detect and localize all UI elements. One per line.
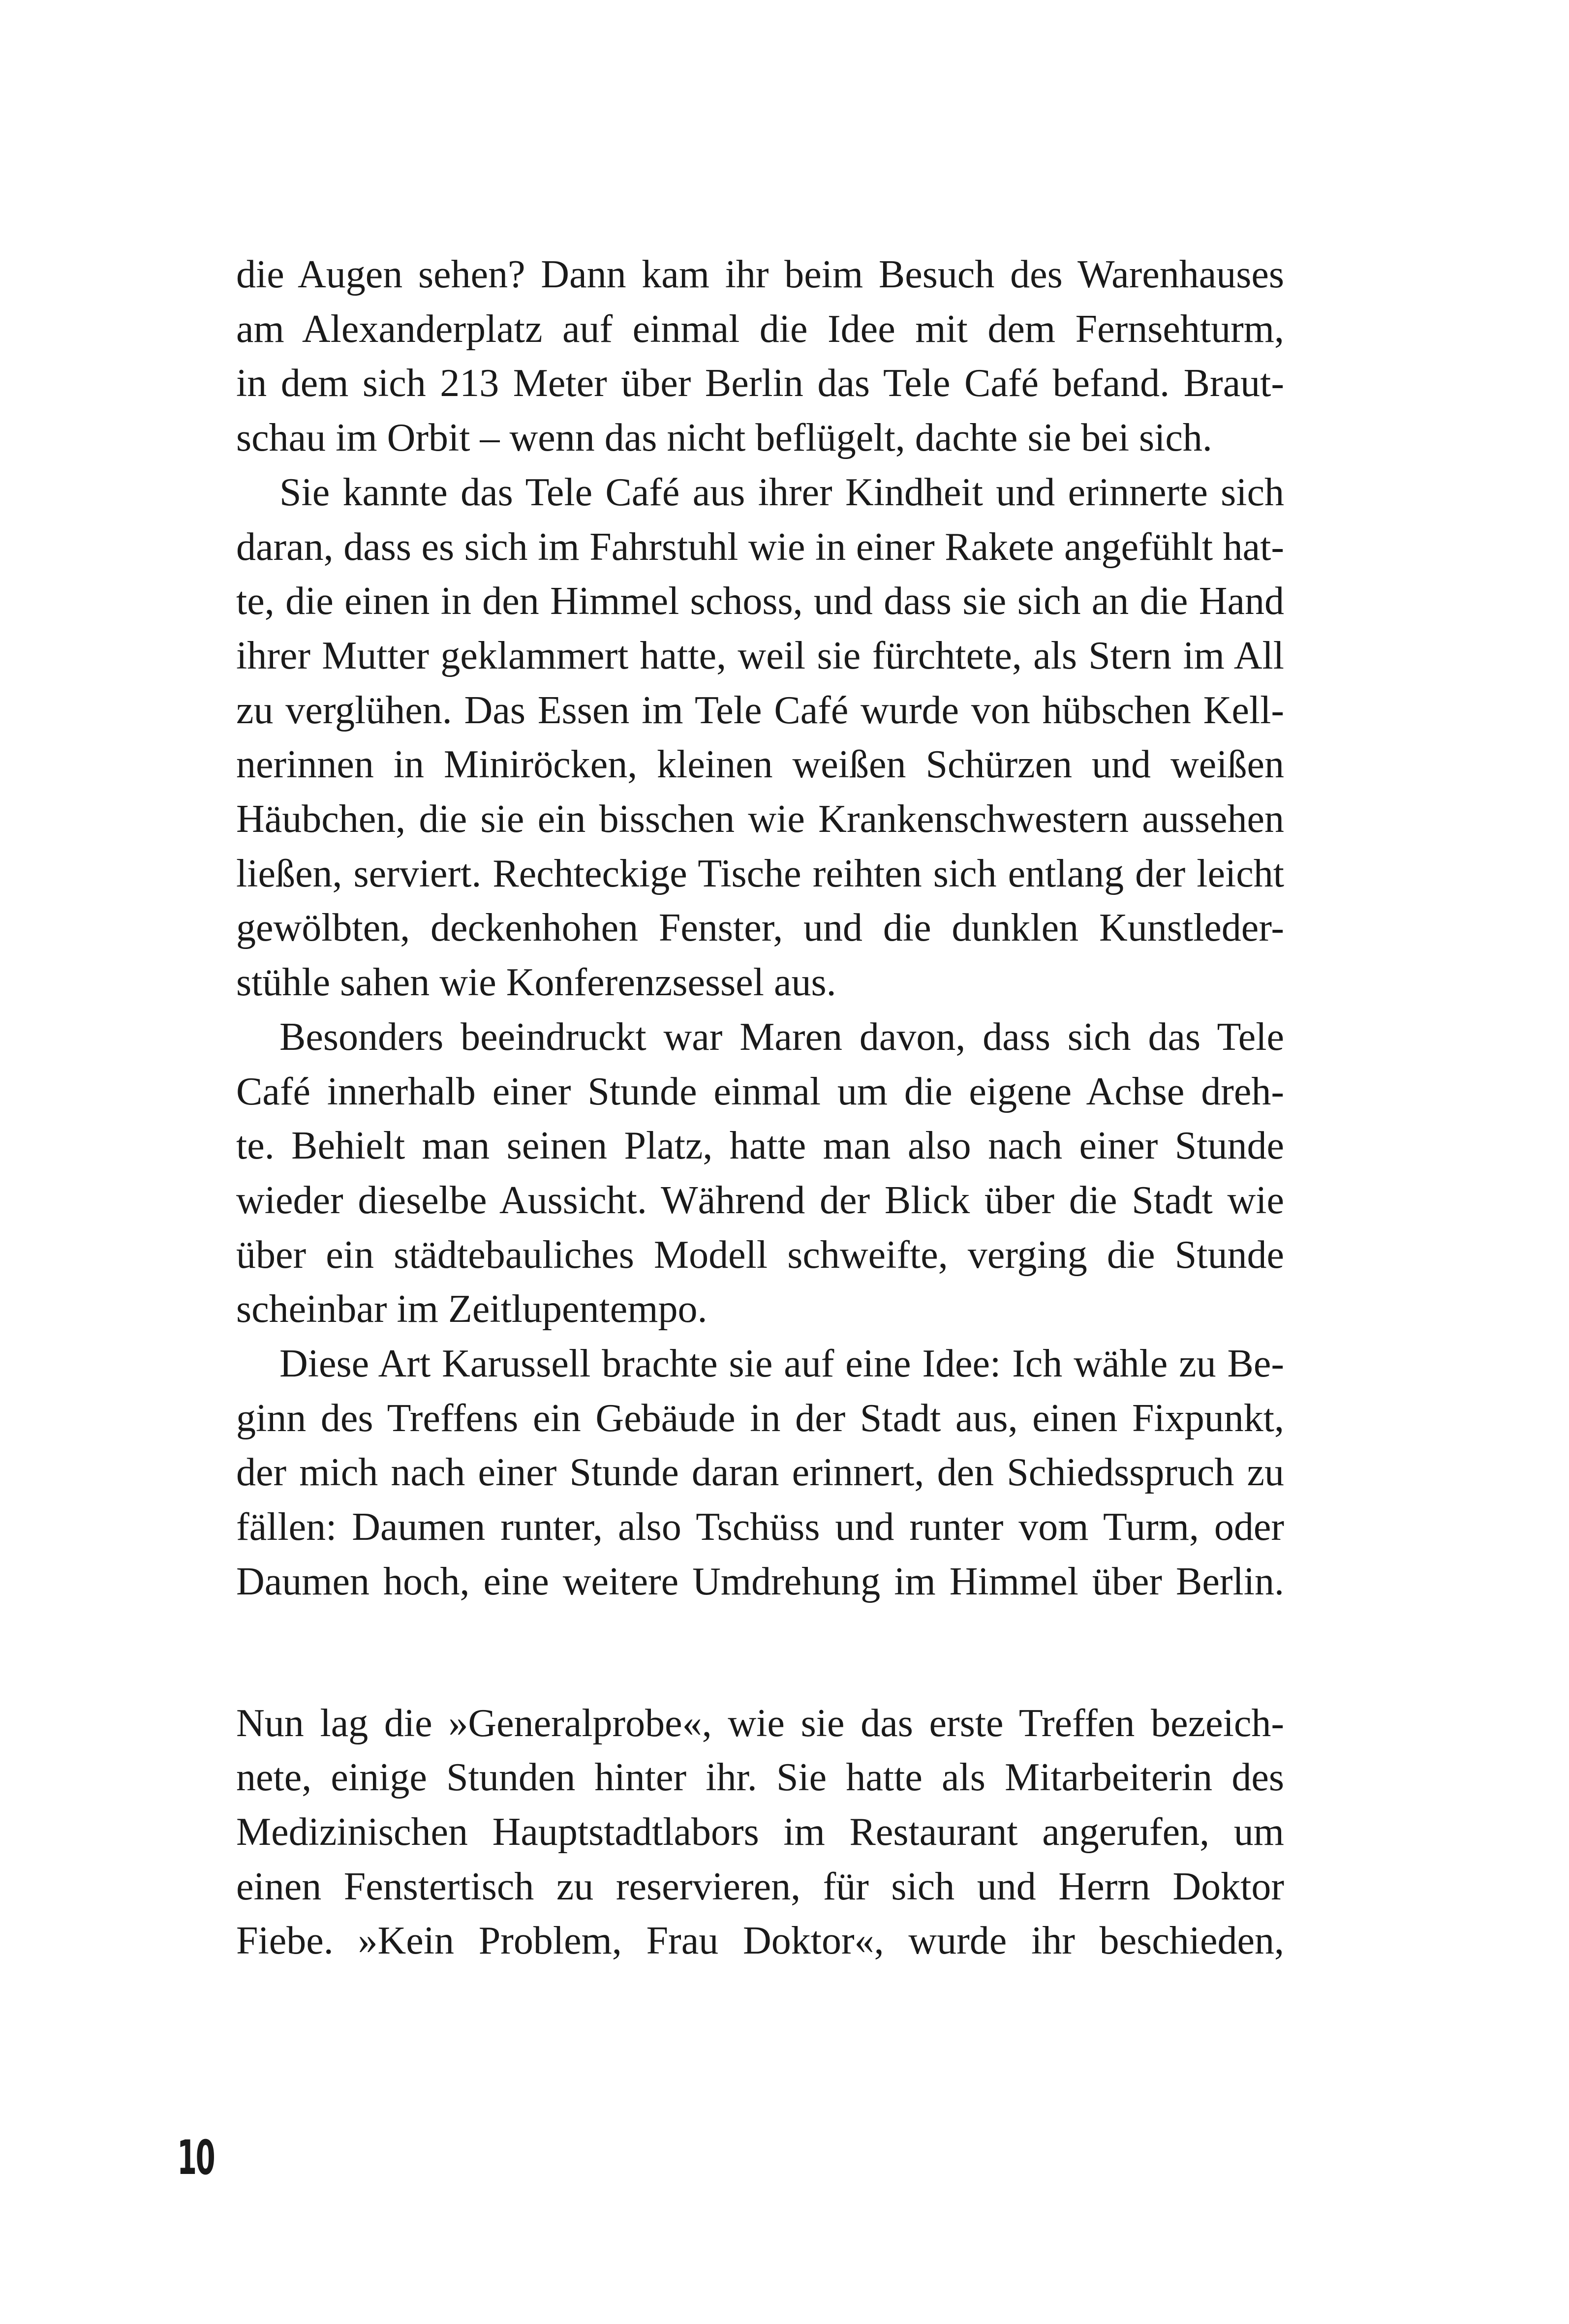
page-number: 10 [177,2130,215,2185]
text-line: Häubchen, die sie ein bisschen wie Krankenschwestern aussehen [236,797,1284,841]
text-line: te, die einen in den Himmel schoss, und dass sie sich an die Hand [236,580,1284,623]
text-line: über ein städtebauliches Modell schweifte, verging die Stunde [236,1233,1284,1277]
text-line: in dem sich 213 Meter über Berlin das Tele Café befand. Braut- [236,362,1284,405]
text-line: der mich nach einer Stunde daran erinnert, den Schiedsspruch zu [236,1451,1284,1495]
text-line: gewölbten, deckenhohen Fenster, und die dunklen Kunstleder- [236,906,1284,950]
text-line: Daumen hoch, eine weitere Umdrehung im Himmel über Berlin. [236,1560,1284,1603]
text-line: Sie kannte das Tele Café aus ihrer Kindheit und erinnerte sich [279,470,1284,514]
text-line: die Augen sehen? Dann kam ihr beim Besuch des Warenhauses [236,253,1284,296]
paragraph [236,1010,1284,1337]
text-line: Medizinischen Hauptstadtlabors im Restaurant angerufen, um [236,1810,1284,1854]
body-text [236,247,1284,1968]
text-line: Besonders beeindruckt war Maren davon, dass sich das Tele [279,1015,1284,1059]
paragraph [236,1337,1284,1609]
text-line: ginn des Treffens ein Gebäude in der Stadt aus, einen Fixpunkt, [236,1396,1284,1440]
text-line: stühle sahen wie Konferenzsessel aus. [236,961,836,1005]
text-line: Café innerhalb einer Stunde einmal um die eigene Achse dreh- [236,1070,1284,1113]
paragraph [236,465,1284,1010]
text-line: wieder dieselbe Aussicht. Während der Blick über die Stadt wie [236,1178,1284,1222]
text-line: ließen, serviert. Rechteckige Tische reihten sich entlang der leicht [236,852,1284,895]
text-line: ihrer Mutter geklammert hatte, weil sie fürchtete, als Stern im All [236,634,1284,677]
text-line: nerinnen in Miniröcken, kleinen weißen Schürzen und weißen [236,743,1284,787]
section-break [236,1609,1284,1696]
text-line: zu verglühen. Das Essen im Tele Café wurde von hübschen Kell- [236,688,1284,732]
text-line: am Alexanderplatz auf einmal die Idee mit dem Fernsehturm, [236,307,1284,351]
paragraph [236,247,1284,465]
text-line: nete, einige Stunden hinter ihr. Sie hatte als Mitarbeiterin des [236,1756,1284,1800]
text-line: schau im Orbit – wenn das nicht beflügelt, dachte sie bei sich. [236,416,1212,460]
text-line: fällen: Daumen runter, also Tschüss und runter vom Turm, oder [236,1505,1284,1549]
text-line: Nun lag die »Generalprobe«, wie sie das erste Treffen bezeich- [236,1701,1284,1745]
text-line: te. Behielt man seinen Platz, hatte man also nach einer Stunde [236,1124,1284,1168]
text-line: Fiebe. »Kein Problem, Frau Doktor«, wurde ihr beschieden, [236,1919,1284,1963]
paragraph [236,1696,1284,1969]
text-line: scheinbar im Zeitlupentempo. [236,1287,708,1331]
text-line: Diese Art Karussell brachte sie auf eine Idee: Ich wähle zu Be- [279,1342,1284,1386]
text-line: einen Fenstertisch zu reservieren, für sich und Herrn Doktor [236,1865,1284,1908]
text-line: daran, dass es sich im Fahrstuhl wie in einer Rakete angefühlt hat- [236,525,1284,569]
